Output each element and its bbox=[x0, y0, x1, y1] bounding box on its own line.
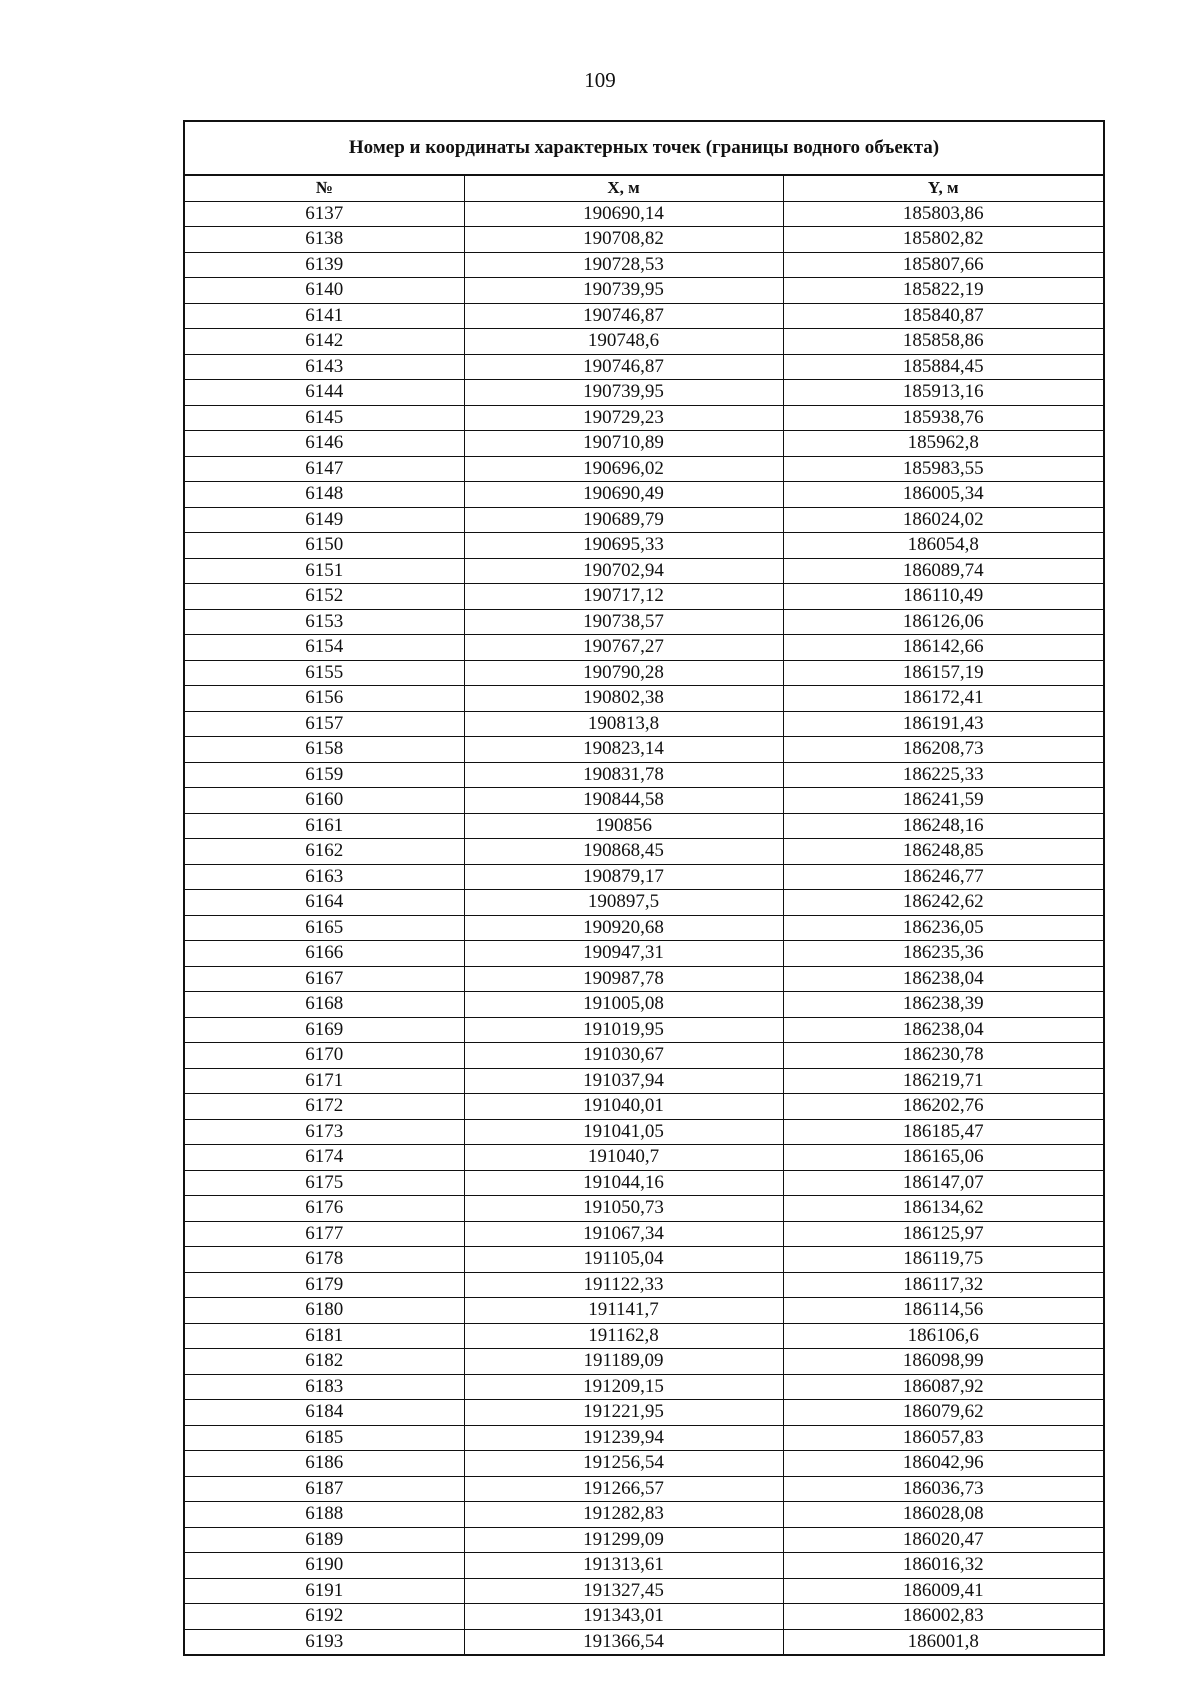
point-number-cell: 6185 bbox=[185, 1425, 464, 1451]
x-coordinate-cell: 190823,14 bbox=[464, 737, 783, 763]
y-coordinate-cell: 186002,83 bbox=[783, 1604, 1103, 1630]
table-row bbox=[185, 1349, 1103, 1375]
x-coordinate-cell: 190897,5 bbox=[464, 890, 783, 916]
x-coordinate-cell: 191040,7 bbox=[464, 1145, 783, 1171]
table-row bbox=[185, 354, 1103, 380]
x-coordinate-cell: 191067,34 bbox=[464, 1221, 783, 1247]
point-number-cell: 6151 bbox=[185, 558, 464, 584]
y-coordinate-cell: 186079,62 bbox=[783, 1400, 1103, 1426]
x-coordinate-cell: 190689,79 bbox=[464, 507, 783, 533]
x-coordinate-cell: 190790,28 bbox=[464, 660, 783, 686]
x-coordinate-cell: 190710,89 bbox=[464, 431, 783, 457]
point-number-cell: 6177 bbox=[185, 1221, 464, 1247]
table-caption: Номер и координаты характерных точек (границы водного объекта) bbox=[185, 122, 1103, 176]
x-coordinate-cell: 190739,95 bbox=[464, 380, 783, 406]
y-coordinate-cell: 186024,02 bbox=[783, 507, 1103, 533]
table-row bbox=[185, 1247, 1103, 1273]
y-coordinate-cell: 185983,55 bbox=[783, 456, 1103, 482]
point-number-cell: 6147 bbox=[185, 456, 464, 482]
table-body bbox=[185, 201, 1103, 1654]
y-coordinate-cell: 186147,07 bbox=[783, 1170, 1103, 1196]
point-number-cell: 6172 bbox=[185, 1094, 464, 1120]
x-coordinate-cell: 191266,57 bbox=[464, 1476, 783, 1502]
point-number-cell: 6189 bbox=[185, 1527, 464, 1553]
table-row bbox=[185, 1502, 1103, 1528]
table-row bbox=[185, 711, 1103, 737]
y-coordinate-cell: 186087,92 bbox=[783, 1374, 1103, 1400]
point-number-cell: 6168 bbox=[185, 992, 464, 1018]
table-row bbox=[185, 864, 1103, 890]
y-coordinate-cell: 186106,6 bbox=[783, 1323, 1103, 1349]
y-coordinate-cell: 185858,86 bbox=[783, 329, 1103, 355]
point-number-cell: 6162 bbox=[185, 839, 464, 865]
y-coordinate-cell: 186098,99 bbox=[783, 1349, 1103, 1375]
x-coordinate-cell: 191256,54 bbox=[464, 1451, 783, 1477]
point-number-cell: 6171 bbox=[185, 1068, 464, 1094]
table-row bbox=[185, 431, 1103, 457]
table-row bbox=[185, 992, 1103, 1018]
y-coordinate-cell: 186238,39 bbox=[783, 992, 1103, 1018]
table-row bbox=[185, 1145, 1103, 1171]
x-coordinate-cell: 190696,02 bbox=[464, 456, 783, 482]
point-number-cell: 6138 bbox=[185, 227, 464, 253]
point-number-cell: 6180 bbox=[185, 1298, 464, 1324]
y-coordinate-cell: 186110,49 bbox=[783, 584, 1103, 610]
x-coordinate-cell: 190831,78 bbox=[464, 762, 783, 788]
point-number-cell: 6152 bbox=[185, 584, 464, 610]
column-header-y: Y, м bbox=[783, 176, 1103, 201]
x-coordinate-cell: 191122,33 bbox=[464, 1272, 783, 1298]
y-coordinate-cell: 186246,77 bbox=[783, 864, 1103, 890]
table-row bbox=[185, 609, 1103, 635]
y-coordinate-cell: 186125,97 bbox=[783, 1221, 1103, 1247]
table-row bbox=[185, 1068, 1103, 1094]
x-coordinate-cell: 191327,45 bbox=[464, 1578, 783, 1604]
x-coordinate-cell: 190879,17 bbox=[464, 864, 783, 890]
y-coordinate-cell: 186219,71 bbox=[783, 1068, 1103, 1094]
table-row bbox=[185, 1043, 1103, 1069]
x-coordinate-cell: 190695,33 bbox=[464, 533, 783, 559]
x-coordinate-cell: 191041,05 bbox=[464, 1119, 783, 1145]
y-coordinate-cell: 185822,19 bbox=[783, 278, 1103, 304]
table-row bbox=[185, 1451, 1103, 1477]
y-coordinate-cell: 186119,75 bbox=[783, 1247, 1103, 1273]
point-number-cell: 6142 bbox=[185, 329, 464, 355]
table-row bbox=[185, 227, 1103, 253]
x-coordinate-cell: 191282,83 bbox=[464, 1502, 783, 1528]
point-number-cell: 6178 bbox=[185, 1247, 464, 1273]
point-number-cell: 6176 bbox=[185, 1196, 464, 1222]
table-row bbox=[185, 405, 1103, 431]
y-coordinate-cell: 186230,78 bbox=[783, 1043, 1103, 1069]
point-number-cell: 6183 bbox=[185, 1374, 464, 1400]
point-number-cell: 6188 bbox=[185, 1502, 464, 1528]
x-coordinate-cell: 190717,12 bbox=[464, 584, 783, 610]
table-row bbox=[185, 201, 1103, 227]
table-row bbox=[185, 303, 1103, 329]
point-number-cell: 6190 bbox=[185, 1553, 464, 1579]
table-row bbox=[185, 1017, 1103, 1043]
point-number-cell: 6192 bbox=[185, 1604, 464, 1630]
x-coordinate-cell: 190690,14 bbox=[464, 201, 783, 227]
coordinates-table bbox=[185, 176, 1103, 1654]
column-header-number: № bbox=[185, 176, 464, 201]
point-number-cell: 6154 bbox=[185, 635, 464, 661]
y-coordinate-cell: 186036,73 bbox=[783, 1476, 1103, 1502]
x-coordinate-cell: 190739,95 bbox=[464, 278, 783, 304]
table-row bbox=[185, 1323, 1103, 1349]
point-number-cell: 6159 bbox=[185, 762, 464, 788]
point-number-cell: 6193 bbox=[185, 1629, 464, 1654]
y-coordinate-cell: 186134,62 bbox=[783, 1196, 1103, 1222]
y-coordinate-cell: 186185,47 bbox=[783, 1119, 1103, 1145]
x-coordinate-cell: 191030,67 bbox=[464, 1043, 783, 1069]
x-coordinate-cell: 190690,49 bbox=[464, 482, 783, 508]
y-coordinate-cell: 185803,86 bbox=[783, 201, 1103, 227]
x-coordinate-cell: 190987,78 bbox=[464, 966, 783, 992]
point-number-cell: 6158 bbox=[185, 737, 464, 763]
point-number-cell: 6145 bbox=[185, 405, 464, 431]
y-coordinate-cell: 186089,74 bbox=[783, 558, 1103, 584]
point-number-cell: 6181 bbox=[185, 1323, 464, 1349]
x-coordinate-cell: 190738,57 bbox=[464, 609, 783, 635]
page-number: 109 bbox=[584, 68, 616, 92]
table-row bbox=[185, 1094, 1103, 1120]
x-coordinate-cell: 191050,73 bbox=[464, 1196, 783, 1222]
point-number-cell: 6163 bbox=[185, 864, 464, 890]
y-coordinate-cell: 186191,43 bbox=[783, 711, 1103, 737]
table-row bbox=[185, 737, 1103, 763]
y-coordinate-cell: 185913,16 bbox=[783, 380, 1103, 406]
x-coordinate-cell: 190802,38 bbox=[464, 686, 783, 712]
point-number-cell: 6149 bbox=[185, 507, 464, 533]
x-coordinate-cell: 190947,31 bbox=[464, 941, 783, 967]
x-coordinate-cell: 191005,08 bbox=[464, 992, 783, 1018]
table-row bbox=[185, 660, 1103, 686]
point-number-cell: 6165 bbox=[185, 915, 464, 941]
x-coordinate-cell: 191313,61 bbox=[464, 1553, 783, 1579]
y-coordinate-cell: 186009,41 bbox=[783, 1578, 1103, 1604]
y-coordinate-cell: 186114,56 bbox=[783, 1298, 1103, 1324]
x-coordinate-cell: 191343,01 bbox=[464, 1604, 783, 1630]
y-coordinate-cell: 186238,04 bbox=[783, 1017, 1103, 1043]
table-row bbox=[185, 788, 1103, 814]
table-row bbox=[185, 1400, 1103, 1426]
point-number-cell: 6144 bbox=[185, 380, 464, 406]
x-coordinate-cell: 191189,09 bbox=[464, 1349, 783, 1375]
y-coordinate-cell: 185807,66 bbox=[783, 252, 1103, 278]
x-coordinate-cell: 190813,8 bbox=[464, 711, 783, 737]
y-coordinate-cell: 186248,16 bbox=[783, 813, 1103, 839]
x-coordinate-cell: 190868,45 bbox=[464, 839, 783, 865]
point-number-cell: 6175 bbox=[185, 1170, 464, 1196]
y-coordinate-cell: 186208,73 bbox=[783, 737, 1103, 763]
table-row bbox=[185, 329, 1103, 355]
table-row bbox=[185, 1119, 1103, 1145]
table-row bbox=[185, 558, 1103, 584]
point-number-cell: 6140 bbox=[185, 278, 464, 304]
table-row bbox=[185, 1527, 1103, 1553]
x-coordinate-cell: 190702,94 bbox=[464, 558, 783, 584]
table-row bbox=[185, 278, 1103, 304]
point-number-cell: 6148 bbox=[185, 482, 464, 508]
x-coordinate-cell: 190748,6 bbox=[464, 329, 783, 355]
table-row bbox=[185, 1374, 1103, 1400]
point-number-cell: 6156 bbox=[185, 686, 464, 712]
table-row bbox=[185, 1476, 1103, 1502]
y-coordinate-cell: 186157,19 bbox=[783, 660, 1103, 686]
y-coordinate-cell: 185962,8 bbox=[783, 431, 1103, 457]
point-number-cell: 6186 bbox=[185, 1451, 464, 1477]
table-row bbox=[185, 966, 1103, 992]
y-coordinate-cell: 186117,32 bbox=[783, 1272, 1103, 1298]
x-coordinate-cell: 190729,23 bbox=[464, 405, 783, 431]
y-coordinate-cell: 186042,96 bbox=[783, 1451, 1103, 1477]
x-coordinate-cell: 190746,87 bbox=[464, 303, 783, 329]
x-coordinate-cell: 190746,87 bbox=[464, 354, 783, 380]
y-coordinate-cell: 186225,33 bbox=[783, 762, 1103, 788]
table-row bbox=[185, 890, 1103, 916]
point-number-cell: 6179 bbox=[185, 1272, 464, 1298]
table-row bbox=[185, 839, 1103, 865]
column-header-x: X, м bbox=[464, 176, 783, 201]
table-row bbox=[185, 533, 1103, 559]
x-coordinate-cell: 191037,94 bbox=[464, 1068, 783, 1094]
y-coordinate-cell: 186142,66 bbox=[783, 635, 1103, 661]
table-row bbox=[185, 380, 1103, 406]
x-coordinate-cell: 191299,09 bbox=[464, 1527, 783, 1553]
table-row bbox=[185, 1604, 1103, 1630]
x-coordinate-cell: 191044,16 bbox=[464, 1170, 783, 1196]
table-row bbox=[185, 1221, 1103, 1247]
point-number-cell: 6137 bbox=[185, 201, 464, 227]
x-coordinate-cell: 190856 bbox=[464, 813, 783, 839]
point-number-cell: 6157 bbox=[185, 711, 464, 737]
table-row bbox=[185, 1578, 1103, 1604]
x-coordinate-cell: 190844,58 bbox=[464, 788, 783, 814]
table-row bbox=[185, 482, 1103, 508]
y-coordinate-cell: 186126,06 bbox=[783, 609, 1103, 635]
point-number-cell: 6160 bbox=[185, 788, 464, 814]
table-row bbox=[185, 507, 1103, 533]
y-coordinate-cell: 186241,59 bbox=[783, 788, 1103, 814]
point-number-cell: 6191 bbox=[185, 1578, 464, 1604]
x-coordinate-cell: 191221,95 bbox=[464, 1400, 783, 1426]
x-coordinate-cell: 191019,95 bbox=[464, 1017, 783, 1043]
table-row bbox=[185, 813, 1103, 839]
table-row bbox=[185, 1170, 1103, 1196]
y-coordinate-cell: 186202,76 bbox=[783, 1094, 1103, 1120]
point-number-cell: 6155 bbox=[185, 660, 464, 686]
x-coordinate-cell: 191040,01 bbox=[464, 1094, 783, 1120]
y-coordinate-cell: 186005,34 bbox=[783, 482, 1103, 508]
table-row bbox=[185, 915, 1103, 941]
point-number-cell: 6182 bbox=[185, 1349, 464, 1375]
point-number-cell: 6150 bbox=[185, 533, 464, 559]
x-coordinate-cell: 191141,7 bbox=[464, 1298, 783, 1324]
point-number-cell: 6164 bbox=[185, 890, 464, 916]
point-number-cell: 6143 bbox=[185, 354, 464, 380]
y-coordinate-cell: 186057,83 bbox=[783, 1425, 1103, 1451]
point-number-cell: 6169 bbox=[185, 1017, 464, 1043]
y-coordinate-cell: 186172,41 bbox=[783, 686, 1103, 712]
x-coordinate-cell: 191209,15 bbox=[464, 1374, 783, 1400]
y-coordinate-cell: 186248,85 bbox=[783, 839, 1103, 865]
point-number-cell: 6166 bbox=[185, 941, 464, 967]
table-header-row bbox=[185, 176, 1103, 201]
point-number-cell: 6170 bbox=[185, 1043, 464, 1069]
table-row bbox=[185, 252, 1103, 278]
y-coordinate-cell: 185884,45 bbox=[783, 354, 1103, 380]
y-coordinate-cell: 186001,8 bbox=[783, 1629, 1103, 1654]
y-coordinate-cell: 186028,08 bbox=[783, 1502, 1103, 1528]
point-number-cell: 6187 bbox=[185, 1476, 464, 1502]
point-number-cell: 6173 bbox=[185, 1119, 464, 1145]
table-row bbox=[185, 1298, 1103, 1324]
point-number-cell: 6167 bbox=[185, 966, 464, 992]
point-number-cell: 6184 bbox=[185, 1400, 464, 1426]
y-coordinate-cell: 185802,82 bbox=[783, 227, 1103, 253]
table-row bbox=[185, 1272, 1103, 1298]
table-row bbox=[185, 1425, 1103, 1451]
y-coordinate-cell: 186238,04 bbox=[783, 966, 1103, 992]
table-row bbox=[185, 456, 1103, 482]
point-number-cell: 6139 bbox=[185, 252, 464, 278]
x-coordinate-cell: 191105,04 bbox=[464, 1247, 783, 1273]
y-coordinate-cell: 186236,05 bbox=[783, 915, 1103, 941]
point-number-cell: 6161 bbox=[185, 813, 464, 839]
table-row bbox=[185, 941, 1103, 967]
point-number-cell: 6174 bbox=[185, 1145, 464, 1171]
table-row bbox=[185, 1629, 1103, 1654]
table-row bbox=[185, 584, 1103, 610]
x-coordinate-cell: 190708,82 bbox=[464, 227, 783, 253]
y-coordinate-cell: 186016,32 bbox=[783, 1553, 1103, 1579]
table-row bbox=[185, 762, 1103, 788]
table-row bbox=[185, 1196, 1103, 1222]
x-coordinate-cell: 191239,94 bbox=[464, 1425, 783, 1451]
y-coordinate-cell: 185840,87 bbox=[783, 303, 1103, 329]
x-coordinate-cell: 191366,54 bbox=[464, 1629, 783, 1654]
x-coordinate-cell: 190920,68 bbox=[464, 915, 783, 941]
y-coordinate-cell: 186242,62 bbox=[783, 890, 1103, 916]
y-coordinate-cell: 186235,36 bbox=[783, 941, 1103, 967]
coordinates-table-frame bbox=[183, 120, 1105, 1656]
x-coordinate-cell: 191162,8 bbox=[464, 1323, 783, 1349]
table-row bbox=[185, 1553, 1103, 1579]
x-coordinate-cell: 190767,27 bbox=[464, 635, 783, 661]
y-coordinate-cell: 186020,47 bbox=[783, 1527, 1103, 1553]
point-number-cell: 6153 bbox=[185, 609, 464, 635]
table-row bbox=[185, 686, 1103, 712]
point-number-cell: 6141 bbox=[185, 303, 464, 329]
y-coordinate-cell: 186165,06 bbox=[783, 1145, 1103, 1171]
point-number-cell: 6146 bbox=[185, 431, 464, 457]
y-coordinate-cell: 185938,76 bbox=[783, 405, 1103, 431]
table-row bbox=[185, 635, 1103, 661]
y-coordinate-cell: 186054,8 bbox=[783, 533, 1103, 559]
x-coordinate-cell: 190728,53 bbox=[464, 252, 783, 278]
